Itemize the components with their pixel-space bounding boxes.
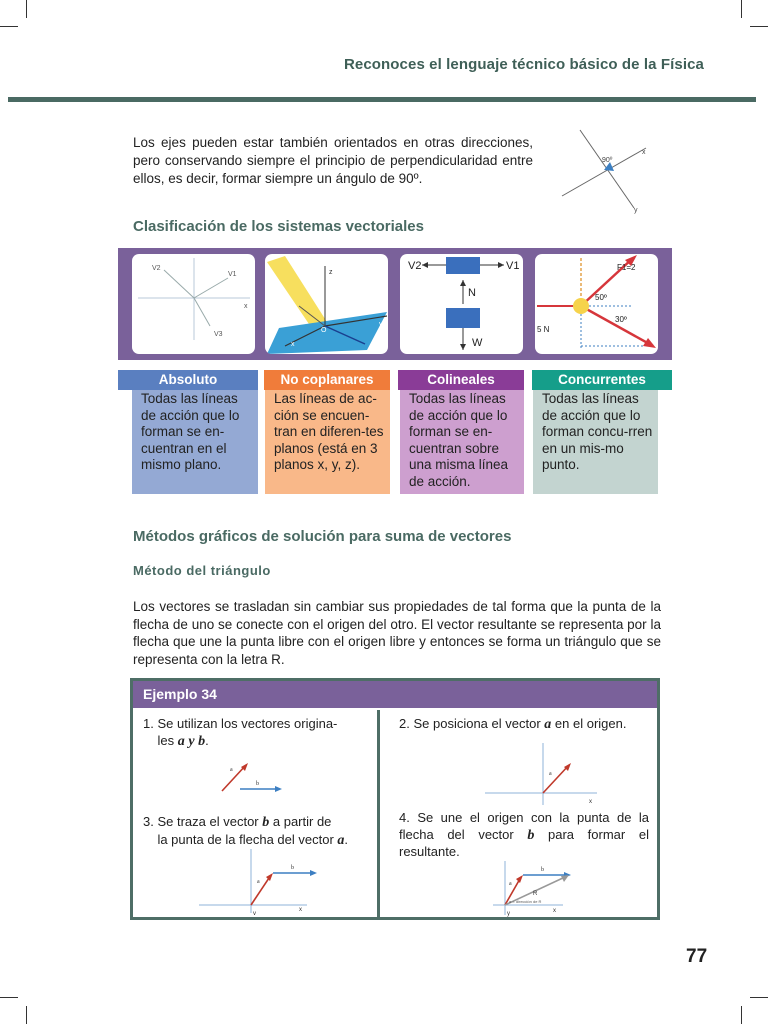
category-label-absoluto: Absoluto [118,370,258,390]
crop-mark [0,997,18,998]
svg-text:5 N: 5 N [537,325,550,334]
svg-text:y: y [379,321,383,328]
svg-text:50º: 50º [595,293,607,302]
angle-label: 90º [602,157,613,164]
example-step-2: 2. Se posiciona el vector a en el origen. [399,716,627,732]
example-step-1: 1. Se utilizan los vectores origina- les a y b. [143,716,338,749]
svg-text:b: b [291,865,294,871]
category-label-no-coplanares: No coplanares [264,370,390,390]
subsection-title-triangle: Método del triángulo [133,563,271,578]
svg-text:30º: 30º [615,315,627,324]
thumb-colineales [400,254,523,354]
header-rule [8,97,756,102]
methods-paragraph: Los vectores se trasladan sin cambiar sus propiedades de tal forma que la punta de la flecha de uno se conecte con el origen del otro. El vector resultante se representa por la flecha que une la punta libre con el origen libre y entonces se forma un triángulo que se representa con la letra R. [133,599,661,667]
svg-text:a: a [509,881,512,887]
svg-text:x: x [244,303,248,310]
svg-text:a: a [549,771,552,777]
svg-text:y: y [253,911,256,915]
step-2-figure [481,741,601,807]
category-description-colineales: Todas las líneas de acción que lo forman se en-cuentran sobre una misma línea de acción. [400,390,524,494]
category-description-concurrentes: Todas las líneas de acción que lo forman concu-rren en un mis-mo punto. [533,390,658,494]
svg-text:b: b [541,867,544,873]
svg-text:b: b [256,781,259,787]
svg-text:V2: V2 [408,260,422,272]
section-title-classification: Clasificación de los sistemas vectoriales [133,218,424,235]
svg-text:x: x [299,907,302,913]
svg-text:a: a [230,767,233,773]
svg-text:x: x [642,149,646,156]
crop-mark [26,0,27,18]
thumb-concurrentes [535,254,658,354]
svg-text:V2: V2 [152,265,161,272]
category-description-absoluto: Todas las líneas de acción que lo forman se en-cuentran en el mismo plano. [132,390,258,494]
svg-text:x: x [553,908,556,914]
crop-mark [0,26,18,27]
example-title: Ejemplo 34 [133,681,657,708]
intro-paragraph: Los ejes pueden estar también orientados en otras direcciones, pero conservando siempre el principio de perpendicularidad entre ellos, es decir, formar siempre un ángulo de 90º. [133,135,533,186]
svg-text:V1: V1 [506,260,520,272]
example-box [130,678,660,920]
example-divider [377,710,380,917]
svg-text:W: W [472,337,483,349]
svg-text:x: x [291,341,295,348]
example-step-4: 4. Se une el origen con la punta de la flecha del vector b para formar el resultante. [399,810,649,859]
svg-text:O: O [321,327,327,334]
category-description-no-coplanares: Las líneas de ac-ción se encuen-tran en diferen-tes planos (está en 3 planos x, y, z). [265,390,390,494]
svg-text:F1=2: F1=2 [617,263,636,272]
category-label-colineales: Colineales [398,370,524,390]
step-4-figure [491,859,601,917]
example-step-3: 3. Se traza el vector b a partir de la punta de la flecha del vector a. [143,814,349,848]
thumb-absoluto [132,254,255,354]
crop-mark [741,0,742,18]
running-header: Reconoces el lenguaje técnico básico de la Física [343,56,704,73]
svg-text:V1: V1 [228,271,237,278]
thumb-no-coplanares [265,254,388,354]
svg-text:y: y [507,911,510,917]
step-1-figure [208,759,288,795]
step-3-figure [195,847,325,915]
svg-text:z: z [329,269,333,276]
svg-text:N: N [468,287,476,299]
crop-mark [750,997,768,998]
svg-text:a: a [257,879,260,885]
crop-mark [750,26,768,27]
page-number: 77 [686,946,708,967]
crop-mark [26,1006,27,1024]
category-label-concurrentes: Concurrentes [532,370,672,390]
svg-text:α = dirección de R: α = dirección de R [509,899,542,904]
rotated-axes-figure [552,124,664,216]
crop-mark [741,1006,742,1024]
svg-text:x: x [589,799,592,805]
svg-text:y: y [634,207,638,214]
section-title-methods: Métodos gráficos de solución para suma de vectores [133,528,512,545]
svg-text:R: R [533,891,538,897]
svg-text:V3: V3 [214,331,223,338]
